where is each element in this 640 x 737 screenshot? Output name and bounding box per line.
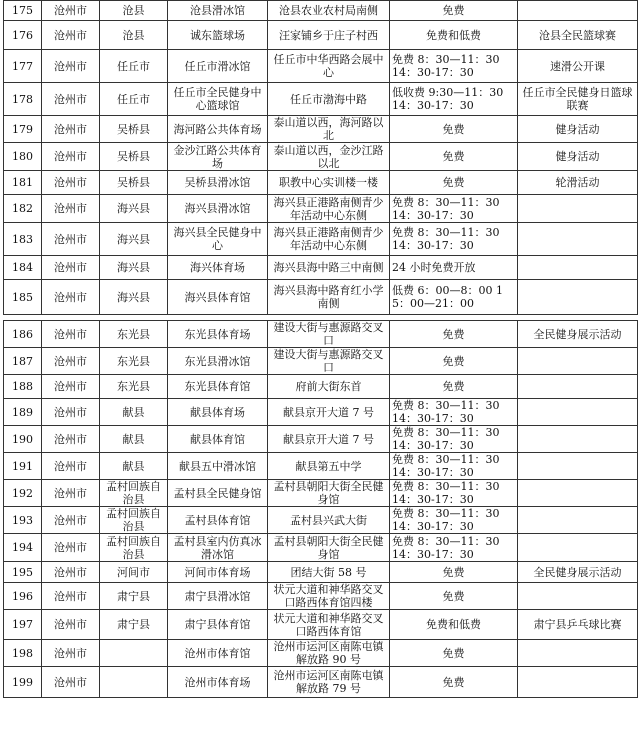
row-number: 199 bbox=[4, 667, 42, 698]
county-cell: 沧县 bbox=[100, 1, 168, 21]
address-cell: 泰山道以西，金沙江路以北 bbox=[268, 143, 390, 171]
city-cell: 沧州市 bbox=[42, 610, 100, 640]
city-cell: 沧州市 bbox=[42, 256, 100, 280]
row-number: 193 bbox=[4, 507, 42, 534]
activity-cell bbox=[518, 583, 638, 610]
table-row bbox=[4, 480, 638, 507]
activity-cell: 肃宁县乒乓球比赛 bbox=[518, 610, 638, 640]
row-number: 178 bbox=[4, 83, 42, 116]
address-cell: 孟村县兴武大街 bbox=[268, 507, 390, 534]
venue-cell: 海河路公共体育场 bbox=[168, 116, 268, 143]
address-cell: 献县第五中学 bbox=[268, 453, 390, 480]
table-row bbox=[4, 195, 638, 223]
city-cell: 沧州市 bbox=[42, 280, 100, 315]
fee-cell: 免费 8：30—11：30 14：30-17：30 bbox=[390, 453, 518, 480]
row-number: 192 bbox=[4, 480, 42, 507]
fee-cell: 免费 bbox=[390, 1, 518, 21]
county-cell bbox=[100, 640, 168, 667]
venue-table-top bbox=[3, 0, 638, 315]
city-cell: 沧州市 bbox=[42, 562, 100, 583]
fee-cell: 免费 bbox=[390, 171, 518, 195]
venue-cell: 献县体育馆 bbox=[168, 426, 268, 453]
county-cell: 东光县 bbox=[100, 375, 168, 399]
table-row bbox=[4, 83, 638, 116]
fee-cell: 免费 bbox=[390, 640, 518, 667]
row-number: 181 bbox=[4, 171, 42, 195]
county-cell: 任丘市 bbox=[100, 83, 168, 116]
row-number: 182 bbox=[4, 195, 42, 223]
row-number: 176 bbox=[4, 21, 42, 50]
city-cell: 沧州市 bbox=[42, 195, 100, 223]
city-cell: 沧州市 bbox=[42, 143, 100, 171]
city-cell: 沧州市 bbox=[42, 348, 100, 375]
address-cell: 泰山道以西，海河路以北 bbox=[268, 116, 390, 143]
fee-cell: 免费 bbox=[390, 375, 518, 399]
address-cell: 献县京开大道 7 号 bbox=[268, 426, 390, 453]
address-cell: 海兴县海中路育红小学南侧 bbox=[268, 280, 390, 315]
address-cell: 职教中心实训楼一楼 bbox=[268, 171, 390, 195]
city-cell: 沧州市 bbox=[42, 534, 100, 562]
city-cell: 沧州市 bbox=[42, 507, 100, 534]
table-row bbox=[4, 640, 638, 667]
fee-cell: 免费 8：30—11：30 14：30-17：30 bbox=[390, 507, 518, 534]
address-cell: 建设大街与惠源路交叉口 bbox=[268, 321, 390, 348]
row-number: 197 bbox=[4, 610, 42, 640]
activity-cell bbox=[518, 280, 638, 315]
row-number: 185 bbox=[4, 280, 42, 315]
address-cell: 任丘市中华西路会展中心 bbox=[268, 50, 390, 83]
city-cell: 沧州市 bbox=[42, 640, 100, 667]
county-cell: 孟村回族自治县 bbox=[100, 507, 168, 534]
city-cell: 沧州市 bbox=[42, 321, 100, 348]
county-cell: 海兴县 bbox=[100, 256, 168, 280]
fee-cell: 免费 bbox=[390, 143, 518, 171]
activity-cell bbox=[518, 223, 638, 256]
activity-cell bbox=[518, 534, 638, 562]
venue-cell: 海兴体育场 bbox=[168, 256, 268, 280]
fee-cell: 免费 8：30—11：30 14：30-17：30 bbox=[390, 399, 518, 426]
county-cell: 东光县 bbox=[100, 348, 168, 375]
activity-cell bbox=[518, 256, 638, 280]
row-number: 189 bbox=[4, 399, 42, 426]
fee-cell: 免费 bbox=[390, 321, 518, 348]
row-number: 187 bbox=[4, 348, 42, 375]
fee-cell: 24 小时免费开放 bbox=[390, 256, 518, 280]
row-number: 183 bbox=[4, 223, 42, 256]
venue-cell: 沧州市体育场 bbox=[168, 667, 268, 698]
city-cell: 沧州市 bbox=[42, 116, 100, 143]
activity-cell bbox=[518, 1, 638, 21]
row-number: 196 bbox=[4, 583, 42, 610]
county-cell: 献县 bbox=[100, 399, 168, 426]
table-row bbox=[4, 534, 638, 562]
venue-cell: 东光县体育馆 bbox=[168, 375, 268, 399]
county-cell: 孟村回族自治县 bbox=[100, 534, 168, 562]
fee-cell: 免费 bbox=[390, 348, 518, 375]
venue-cell: 孟村县全民健身馆 bbox=[168, 480, 268, 507]
city-cell: 沧州市 bbox=[42, 426, 100, 453]
address-cell: 建设大街与惠源路交叉口 bbox=[268, 348, 390, 375]
county-cell: 献县 bbox=[100, 453, 168, 480]
activity-cell bbox=[518, 348, 638, 375]
city-cell: 沧州市 bbox=[42, 50, 100, 83]
activity-cell bbox=[518, 375, 638, 399]
table-row bbox=[4, 348, 638, 375]
table-row bbox=[4, 143, 638, 171]
row-number: 190 bbox=[4, 426, 42, 453]
venue-cell: 诚东篮球场 bbox=[168, 21, 268, 50]
table-row bbox=[4, 610, 638, 640]
venue-cell: 孟村县室内仿真冰滑冰馆 bbox=[168, 534, 268, 562]
city-cell: 沧州市 bbox=[42, 480, 100, 507]
fee-cell: 免费 8：30—11：30 14：30-17：30 bbox=[390, 195, 518, 223]
county-cell bbox=[100, 667, 168, 698]
fee-cell: 免费 8：30—11：30 14：30-17：30 bbox=[390, 480, 518, 507]
fee-cell: 免费 8：30—11：30 14：30-17：30 bbox=[390, 50, 518, 83]
table-row bbox=[4, 1, 638, 21]
county-cell: 海兴县 bbox=[100, 195, 168, 223]
city-cell: 沧州市 bbox=[42, 399, 100, 426]
row-number: 180 bbox=[4, 143, 42, 171]
activity-cell: 全民健身展示活动 bbox=[518, 562, 638, 583]
venue-cell: 任丘市滑冰馆 bbox=[168, 50, 268, 83]
table-row bbox=[4, 667, 638, 698]
table-row bbox=[4, 453, 638, 480]
fee-cell: 免费和低费 bbox=[390, 610, 518, 640]
activity-cell bbox=[518, 426, 638, 453]
row-number: 191 bbox=[4, 453, 42, 480]
activity-cell bbox=[518, 480, 638, 507]
row-number: 179 bbox=[4, 116, 42, 143]
row-number: 194 bbox=[4, 534, 42, 562]
row-number: 177 bbox=[4, 50, 42, 83]
venue-cell: 河间市体育场 bbox=[168, 562, 268, 583]
row-number: 188 bbox=[4, 375, 42, 399]
venue-table-top-body bbox=[4, 1, 638, 315]
activity-cell: 轮滑活动 bbox=[518, 171, 638, 195]
table-row bbox=[4, 375, 638, 399]
fee-cell: 免费 bbox=[390, 562, 518, 583]
venue-cell: 东光县滑冰馆 bbox=[168, 348, 268, 375]
row-number: 186 bbox=[4, 321, 42, 348]
venue-cell: 沧州市体育馆 bbox=[168, 640, 268, 667]
venue-table-bottom-body bbox=[4, 321, 638, 698]
fee-cell: 免费和低费 bbox=[390, 21, 518, 50]
address-cell: 团结大街 58 号 bbox=[268, 562, 390, 583]
row-number: 195 bbox=[4, 562, 42, 583]
county-cell: 吴桥县 bbox=[100, 143, 168, 171]
address-cell: 海兴县正港路南侧青少年活动中心东侧 bbox=[268, 223, 390, 256]
county-cell: 东光县 bbox=[100, 321, 168, 348]
address-cell: 汪家铺乡于庄子村西 bbox=[268, 21, 390, 50]
county-cell: 肃宁县 bbox=[100, 583, 168, 610]
table-row bbox=[4, 50, 638, 83]
activity-cell bbox=[518, 667, 638, 698]
table-row bbox=[4, 223, 638, 256]
table-row bbox=[4, 321, 638, 348]
activity-cell: 健身活动 bbox=[518, 143, 638, 171]
fee-cell: 低费 6：00—8：00 15：00—21：00 bbox=[390, 280, 518, 315]
fee-cell: 免费 bbox=[390, 583, 518, 610]
table-row bbox=[4, 280, 638, 315]
venue-cell: 东光县体育场 bbox=[168, 321, 268, 348]
venue-cell: 肃宁县体育馆 bbox=[168, 610, 268, 640]
table-row bbox=[4, 507, 638, 534]
venue-cell: 献县体育场 bbox=[168, 399, 268, 426]
address-cell: 孟村县朝阳大街全民健身馆 bbox=[268, 480, 390, 507]
activity-cell bbox=[518, 195, 638, 223]
activity-cell: 任丘市全民健身日篮球联赛 bbox=[518, 83, 638, 116]
fee-cell: 低收费 9:30—11：30 14：30-17：30 bbox=[390, 83, 518, 116]
county-cell: 吴桥县 bbox=[100, 171, 168, 195]
fee-cell: 免费 8：30—11：30 14：30-17：30 bbox=[390, 426, 518, 453]
county-cell: 献县 bbox=[100, 426, 168, 453]
activity-cell: 速滑公开课 bbox=[518, 50, 638, 83]
city-cell: 沧州市 bbox=[42, 223, 100, 256]
table-row bbox=[4, 399, 638, 426]
county-cell: 肃宁县 bbox=[100, 610, 168, 640]
fee-cell: 免费 8：30—11：30 14：30-17：30 bbox=[390, 223, 518, 256]
county-cell: 任丘市 bbox=[100, 50, 168, 83]
county-cell: 海兴县 bbox=[100, 280, 168, 315]
address-cell: 海兴县正港路南侧青少年活动中心东侧 bbox=[268, 195, 390, 223]
table-row bbox=[4, 426, 638, 453]
activity-cell bbox=[518, 640, 638, 667]
city-cell: 沧州市 bbox=[42, 375, 100, 399]
address-cell: 孟村县朝阳大街全民健身馆 bbox=[268, 534, 390, 562]
row-number: 184 bbox=[4, 256, 42, 280]
county-cell: 吴桥县 bbox=[100, 116, 168, 143]
city-cell: 沧州市 bbox=[42, 583, 100, 610]
address-cell: 沧州市运河区南陈屯镇解放路 90 号 bbox=[268, 640, 390, 667]
venue-cell: 献县五中滑冰馆 bbox=[168, 453, 268, 480]
table-row bbox=[4, 21, 638, 50]
venue-cell: 肃宁县滑冰馆 bbox=[168, 583, 268, 610]
venue-cell: 金沙江路公共体育场 bbox=[168, 143, 268, 171]
venue-table-bottom bbox=[3, 320, 638, 698]
venue-cell: 吴桥县滑冰馆 bbox=[168, 171, 268, 195]
table-row bbox=[4, 171, 638, 195]
county-cell: 河间市 bbox=[100, 562, 168, 583]
venue-cell: 海兴县滑冰馆 bbox=[168, 195, 268, 223]
venue-cell: 海兴县全民健身中心 bbox=[168, 223, 268, 256]
city-cell: 沧州市 bbox=[42, 83, 100, 116]
county-cell: 海兴县 bbox=[100, 223, 168, 256]
city-cell: 沧州市 bbox=[42, 667, 100, 698]
address-cell: 沧州市运河区南陈屯镇解放路 79 号 bbox=[268, 667, 390, 698]
county-cell: 沧县 bbox=[100, 21, 168, 50]
table-row bbox=[4, 116, 638, 143]
row-number: 198 bbox=[4, 640, 42, 667]
activity-cell bbox=[518, 507, 638, 534]
address-cell: 沧县农业农村局南侧 bbox=[268, 1, 390, 21]
county-cell: 孟村回族自治县 bbox=[100, 480, 168, 507]
table-row bbox=[4, 256, 638, 280]
venue-cell: 海兴县体育馆 bbox=[168, 280, 268, 315]
address-cell: 府前大街东首 bbox=[268, 375, 390, 399]
venue-cell: 孟村县体育馆 bbox=[168, 507, 268, 534]
activity-cell: 全民健身展示活动 bbox=[518, 321, 638, 348]
address-cell: 任丘市渤海中路 bbox=[268, 83, 390, 116]
city-cell: 沧州市 bbox=[42, 171, 100, 195]
activity-cell bbox=[518, 399, 638, 426]
address-cell: 献县京开大道 7 号 bbox=[268, 399, 390, 426]
fee-cell: 免费 bbox=[390, 116, 518, 143]
city-cell: 沧州市 bbox=[42, 21, 100, 50]
activity-cell: 健身活动 bbox=[518, 116, 638, 143]
fee-cell: 免费 8：30—11：30 14：30-17：30 bbox=[390, 534, 518, 562]
activity-cell: 沧县全民篮球赛 bbox=[518, 21, 638, 50]
venue-cell: 任丘市全民健身中心篮球馆 bbox=[168, 83, 268, 116]
table-row bbox=[4, 562, 638, 583]
table-row bbox=[4, 583, 638, 610]
address-cell: 状元大道和神华路交叉口路西体育馆四楼 bbox=[268, 583, 390, 610]
address-cell: 状元大道和神华路交叉口路西体育馆 bbox=[268, 610, 390, 640]
address-cell: 海兴县海中路三中南侧 bbox=[268, 256, 390, 280]
city-cell: 沧州市 bbox=[42, 453, 100, 480]
row-number: 175 bbox=[4, 1, 42, 21]
venue-cell: 沧县滑冰馆 bbox=[168, 1, 268, 21]
activity-cell bbox=[518, 453, 638, 480]
city-cell: 沧州市 bbox=[42, 1, 100, 21]
fee-cell: 免费 bbox=[390, 667, 518, 698]
